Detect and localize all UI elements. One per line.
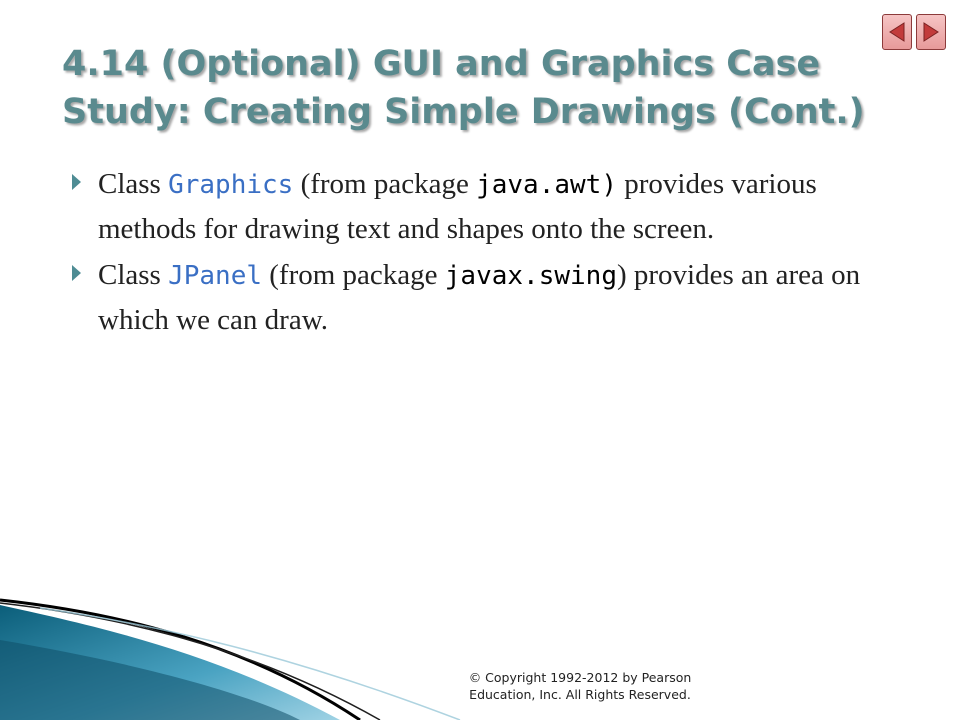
copyright-line: Education, Inc. All Rights Reserved. xyxy=(469,687,691,702)
bullet-text: (from package xyxy=(293,168,477,200)
next-slide-button[interactable] xyxy=(916,14,946,50)
bullet-item-graphics xyxy=(72,162,872,251)
package-name-code: java.awt) xyxy=(476,170,617,200)
class-name-code: JPanel xyxy=(168,261,263,291)
bullet-text: ) provides an area on which we can draw. xyxy=(98,259,861,336)
bullet-text: Class xyxy=(98,259,169,291)
slide-navigation xyxy=(882,14,946,50)
bullet-list xyxy=(72,162,872,344)
bullet-arrow-icon xyxy=(72,174,81,190)
triangle-left-icon xyxy=(887,21,907,43)
previous-slide-button[interactable] xyxy=(882,14,912,50)
bullet-text: provides various methods for drawing text and shapes onto the screen. xyxy=(98,168,817,245)
slide-title: 4.14 (Optional) GUI and Graphics Case Study: Creating Simple Drawings (Cont.) xyxy=(62,44,865,132)
class-name-code: Graphics xyxy=(168,170,294,200)
package-name-code: javax.swing xyxy=(444,261,617,291)
bullet-item-jpanel xyxy=(72,253,872,342)
bullet-arrow-icon xyxy=(72,265,81,281)
triangle-right-icon xyxy=(921,21,941,43)
copyright-line: © Copyright 1992-2012 by Pearson xyxy=(468,670,692,685)
copyright-notice xyxy=(455,669,705,703)
bullet-text: Class xyxy=(98,168,169,200)
bullet-text: (from package xyxy=(262,259,445,291)
